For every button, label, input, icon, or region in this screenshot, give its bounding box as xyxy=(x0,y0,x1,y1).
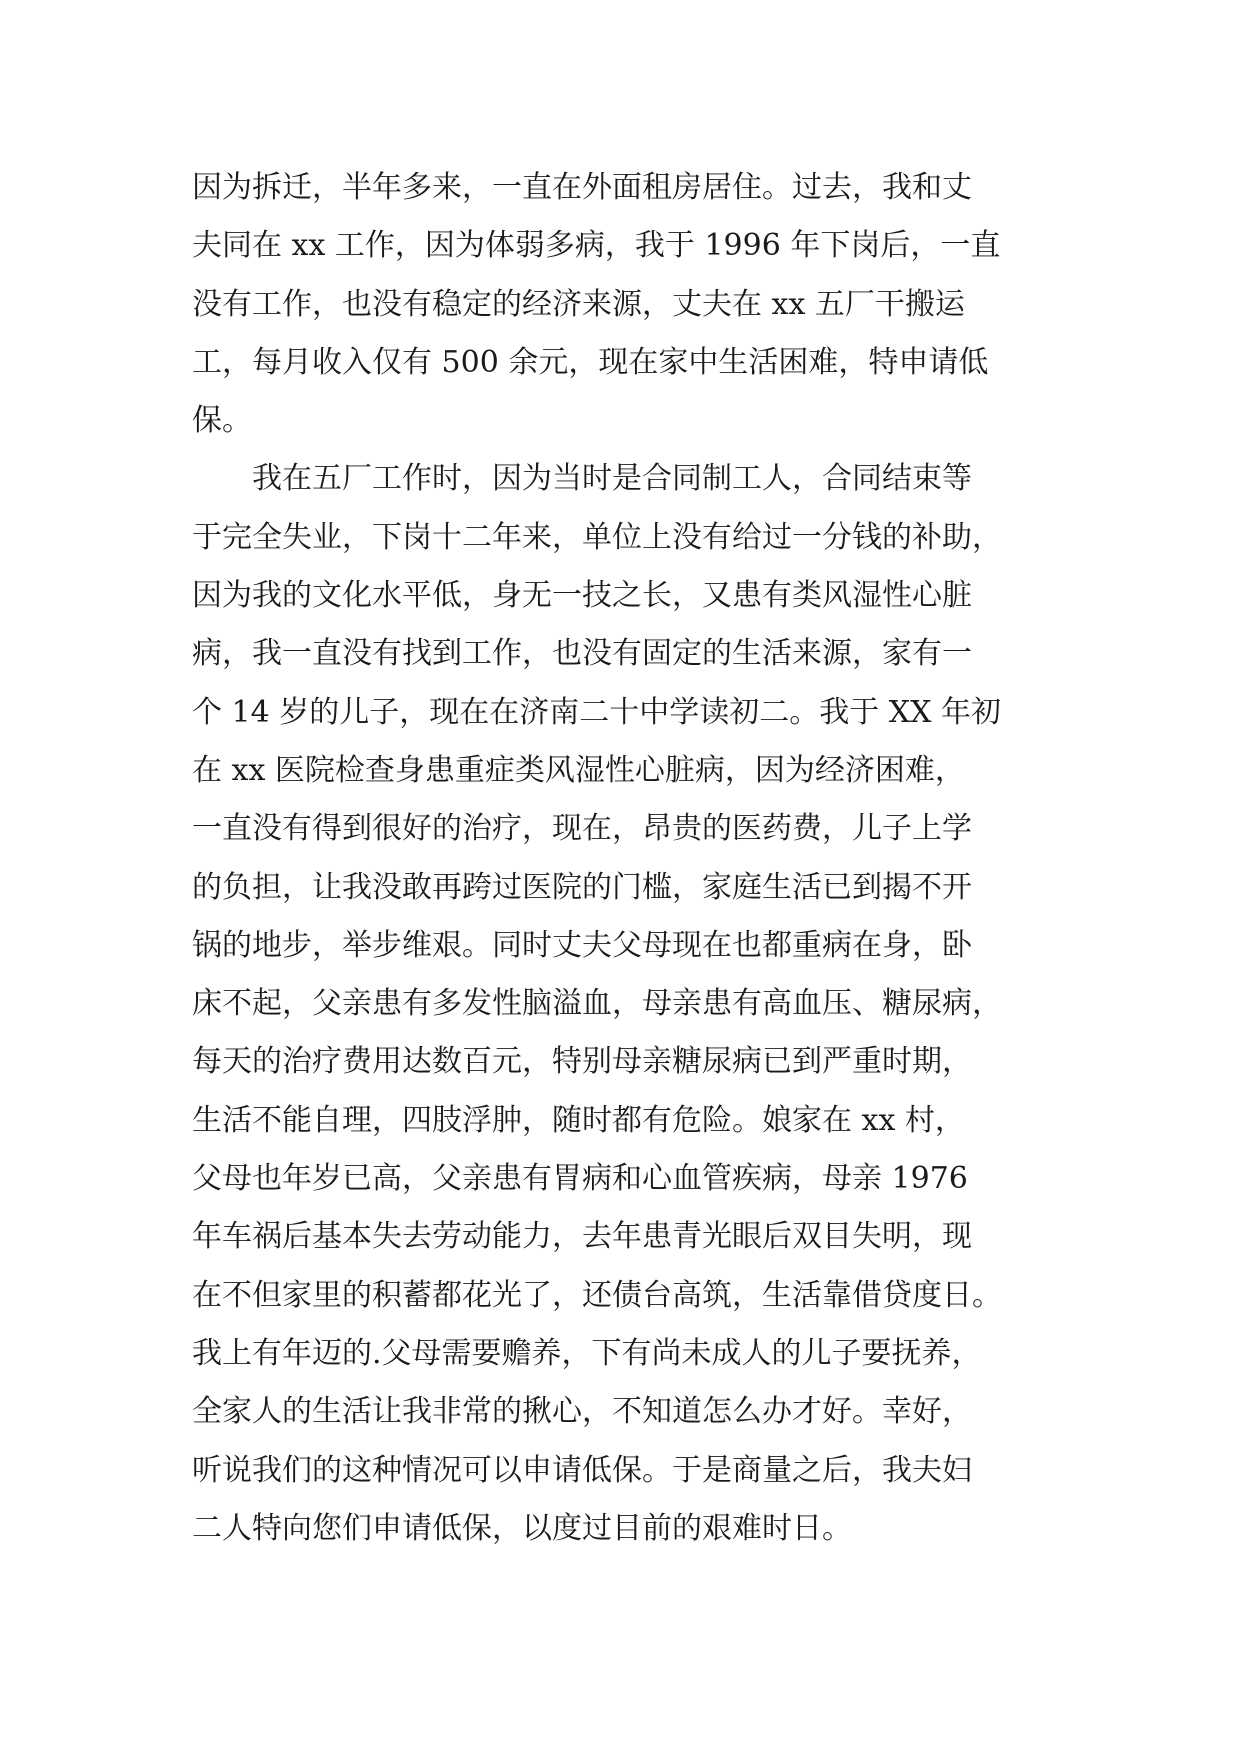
text-line: 年车祸后基本失去劳动能力，去年患青光眼后双目失明，现 xyxy=(192,1219,972,1255)
text-line: 全家人的生活让我非常的揪心，不知道怎么办才好。幸好， xyxy=(192,1394,972,1430)
text-line: 于完全失业，下岗十二年来，单位上没有给过一分钱的补助， xyxy=(192,519,1002,555)
text-line: 二人特向您们申请低保，以度过目前的艰难时日。 xyxy=(192,1510,852,1546)
text-line: 我在五厂工作时，因为当时是合同制工人，合同结束等 xyxy=(192,461,972,497)
text-line: 在 xx 医院检查身患重症类风湿性心脏病，因为经济困难， xyxy=(192,752,965,788)
text-line: 夫同在 xx 工作，因为体弱多病，我于 1996 年下岗后，一直 xyxy=(192,228,1001,264)
text-line: 我上有年迈的.父母需要赡养，下有尚未成人的儿子要抚养， xyxy=(192,1335,982,1371)
text-line: 的负担，让我没敢再跨过医院的门槛，家庭生活已到揭不开 xyxy=(192,869,972,905)
text-line: 个 14 岁的儿子，现在在济南二十中学读初二。我于 XX 年初 xyxy=(192,694,1002,730)
text-line: 病，我一直没有找到工作，也没有固定的生活来源，家有一 xyxy=(192,636,972,672)
text-line: 在不但家里的积蓄都花光了，还债台高筑，生活靠借贷度日。 xyxy=(192,1277,1002,1313)
text-line: 锅的地步，举步维艰。同时丈夫父母现在也都重病在身，卧 xyxy=(192,927,972,963)
text-line: 没有工作，也没有稳定的经济来源，丈夫在 xx 五厂干搬运 xyxy=(192,286,965,322)
letter-body xyxy=(192,159,1072,1558)
text-line: 床不起，父亲患有多发性脑溢血，母亲患有高血压、糖尿病， xyxy=(192,986,1002,1022)
text-line: 听说我们的这种情况可以申请低保。于是商量之后，我夫妇 xyxy=(192,1452,972,1488)
text-line: 因为拆迁，半年多来，一直在外面租房居住。过去，我和丈 xyxy=(192,170,972,205)
text-line: 保。 xyxy=(192,403,252,439)
text-line: 工，每月收入仅有 500 余元，现在家中生活困难，特申请低 xyxy=(192,344,989,380)
text-line: 因为我的文化水平低，身无一技之长，又患有类风湿性心脏 xyxy=(192,578,972,614)
text-line: 一直没有得到很好的治疗，现在，昂贵的医药费，儿子上学 xyxy=(192,811,972,847)
text-line: 父母也年岁已高，父亲患有胃病和心血管疾病，母亲 1976 xyxy=(192,1161,968,1197)
text-line: 生活不能自理，四肢浮肿，随时都有危险。娘家在 xx 村， xyxy=(192,1102,965,1138)
text-line: 每天的治疗费用达数百元，特别母亲糖尿病已到严重时期， xyxy=(192,1044,972,1080)
